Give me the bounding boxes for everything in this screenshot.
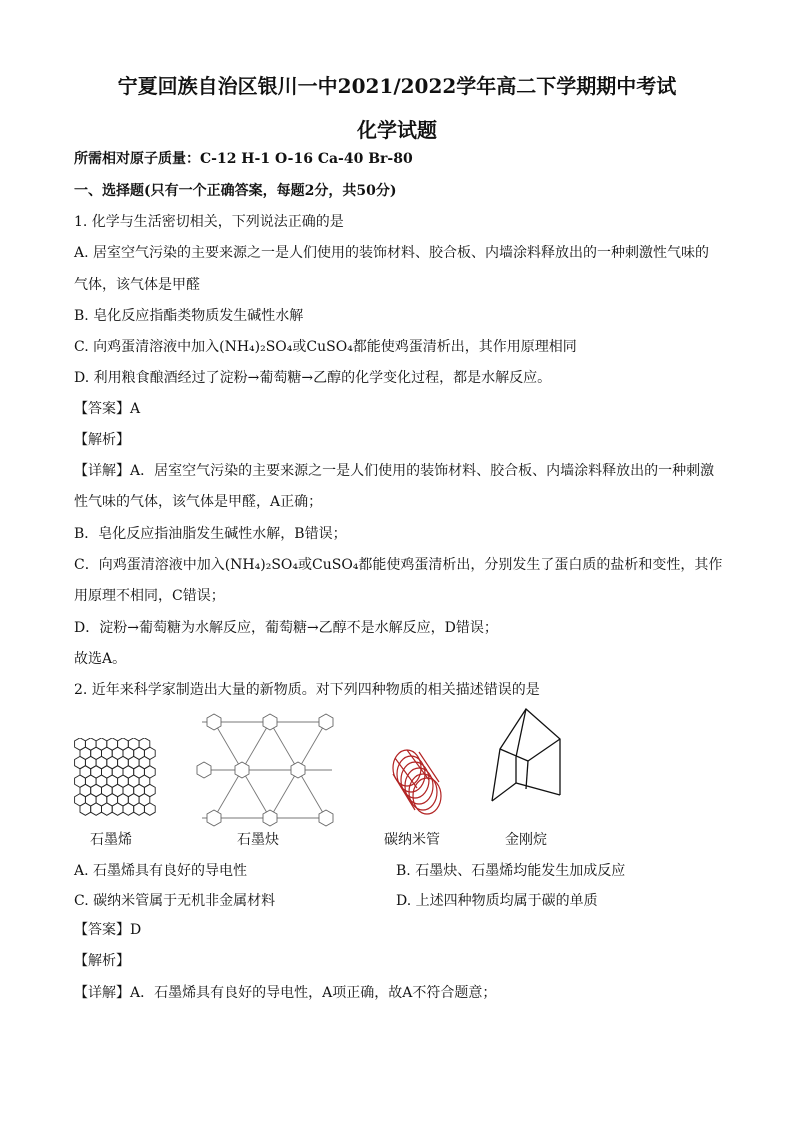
q2-option-b: B. 石墨炔、石墨烯均能发生加成反应 <box>396 863 626 879</box>
caption-graphene: 石墨烯 <box>90 832 132 848</box>
document-subtitle: 化学试题 <box>357 118 437 142</box>
graphene-hexagon <box>112 803 123 815</box>
q2-option-d: D. 上述四种物质均属于碳的单质 <box>396 893 598 909</box>
q1-option-d: D. 利用粮食酿酒经过了淀粉→葡萄糖→乙醇的化学变化过程，都是水解反应。 <box>74 370 552 386</box>
q1-conclusion: 故选A。 <box>74 651 127 667</box>
graphene-hexagon <box>80 803 91 815</box>
q1-detail-line5: 用原理不相同，C错误； <box>74 588 225 604</box>
q1-option-a-line2: 气体，该气体是甲醛 <box>74 277 200 293</box>
q2-detail-line1: 【详解】A．石墨烯具有良好的导电性，A项正确，故A不符合题意； <box>74 985 497 1001</box>
section-heading: 一、选择题(只有一个正确答案，每题2分，共50分) <box>74 183 397 199</box>
caption-nanotube: 碳纳米管 <box>384 832 440 848</box>
q1-detail-line3: B．皂化反应指油脂发生碱性水解，B错误； <box>74 526 347 542</box>
carbon-nanotube-image <box>383 740 463 820</box>
q1-stem: 1. 化学与生活密切相关，下列说法正确的是 <box>74 214 344 230</box>
graphene-hexagon <box>102 803 113 815</box>
graphene-hexagon <box>134 803 145 815</box>
q2-option-a: A. 石墨烯具有良好的导电性 <box>74 863 248 879</box>
q2-stem: 2. 近年来科学家制造出大量的新物质。对下列四种物质的相关描述错误的是 <box>74 682 540 698</box>
q1-detail-line6: D．淀粉→葡萄糖为水解反应，葡萄糖→乙醇不是水解反应，D错误； <box>74 620 498 636</box>
atomic-masses-line: 所需相对原子质量：C-12 H-1 O-16 Ca-40 Br-80 <box>74 151 413 167</box>
document-title: 宁夏回族自治区银川一中2021/2022学年高二下学期期中考试 <box>117 74 677 98</box>
graphene-structure-image <box>74 738 174 830</box>
graphene-hexagon <box>123 803 134 815</box>
caption-graphyne: 石墨炔 <box>237 832 279 848</box>
q2-analysis-label: 【解析】 <box>74 953 130 969</box>
q1-detail-line2: 性气味的气体，该气体是甲醛，A正确； <box>74 494 323 510</box>
q1-analysis-label: 【解析】 <box>74 432 130 448</box>
q1-detail-line1: 【详解】A．居室空气污染的主要来源之一是人们使用的装饰材料、胶合板、内墙涂料释放出的一种刺激 <box>74 463 715 479</box>
graphene-hexagon <box>144 803 155 815</box>
q1-answer: 【答案】A <box>74 401 141 417</box>
q2-option-c: C. 碳纳米管属于无机非金属材料 <box>74 893 276 909</box>
q1-option-a-line1: A. 居室空气污染的主要来源之一是人们使用的装饰材料、胶合板、内墙涂料释放出的一种刺激性气味的 <box>74 245 710 261</box>
q1-detail-line4: C．向鸡蛋清溶液中加入(NH₄)₂SO₄或CuSO₄都能使鸡蛋清析出，分别发生了蛋白质的盐析和变性，其作 <box>74 557 723 573</box>
adamantane-structure-image <box>486 705 566 815</box>
q1-option-b: B. 皂化反应指酯类物质发生碱性水解 <box>74 308 304 324</box>
q2-answer: 【答案】D <box>74 922 142 938</box>
graphene-hexagon <box>91 803 102 815</box>
graphyne-structure-image <box>192 710 342 830</box>
q1-option-c: C. 向鸡蛋清溶液中加入(NH₄)₂SO₄或CuSO₄都能使鸡蛋清析出，其作用原理相同 <box>74 339 577 355</box>
caption-adamantane: 金刚烷 <box>505 832 547 848</box>
